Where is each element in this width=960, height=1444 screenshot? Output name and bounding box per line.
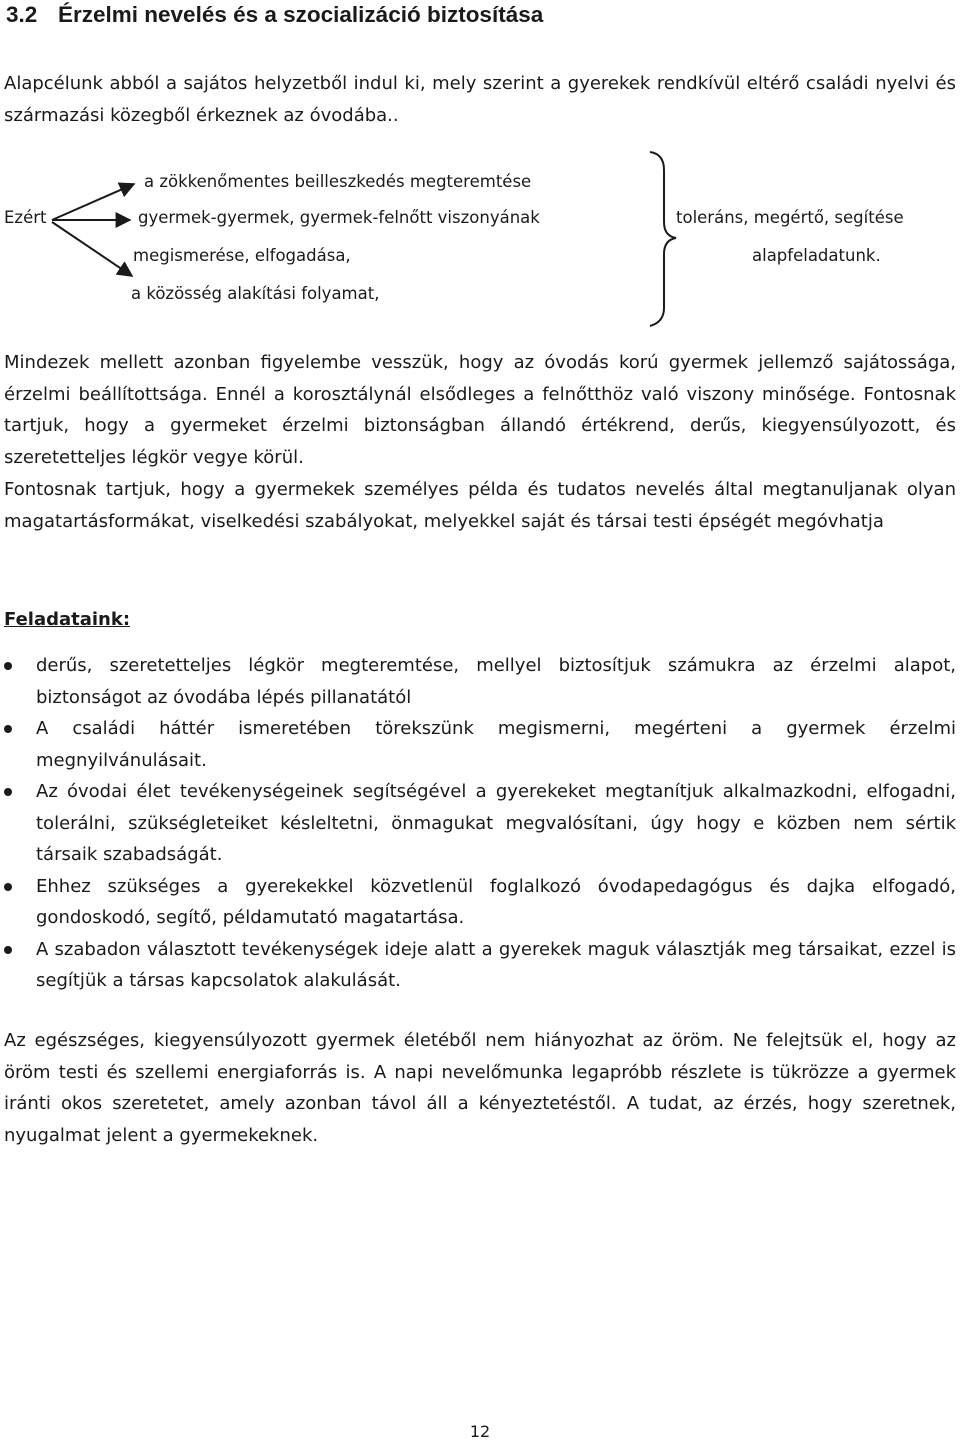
scheme-item: a közösség alakítási folyamat, [131, 284, 380, 303]
curly-brace [650, 152, 676, 326]
scheme-result: alapfeladatunk. [752, 246, 881, 265]
bullet-icon [4, 788, 12, 796]
scheme-item: a zökkenőmentes beilleszkedés megteremtése [144, 172, 532, 191]
scheme-result: toleráns, megértő, segítése [676, 208, 904, 227]
tasks-heading: Feladataink: [4, 609, 131, 630]
bullet-icon [4, 946, 12, 954]
list-item: A családi háttér ismeretében törekszünk megismerni, megérteni a gyermek érzelmi megnyilvánulásait. [0, 713, 956, 776]
tasks-list [0, 650, 956, 997]
paragraph-3: Az egészséges, kiegyensúlyozott gyermek életéből nem hiányozhat az öröm. Ne felejtsük el, hogy az öröm testi és szellemi energiaforrás is. A napi nevelőmunka legapróbb részlete is tükrözze a gyermek iránti okos szeretetet, amely azonban távol áll a kényeztetéstől. A tudat, az érzés, hogy szeretnek, nyugalmat jelent a gyermekeknek. [4, 1030, 956, 1146]
list-item: derűs, szeretetteljes légkör megteremtése, mellyel biztosítjuk számukra az érzelmi alapot, biztonságot az óvodába lépés pillanatától [0, 650, 956, 713]
list-item: Az óvodai élet tevékenységeinek segítségével a gyerekeket megtanítjuk alkalmazkodni, elfogadni, tolerálni, szükségleteiket késleltetni, önmagukat megvalósítani, úgy hogy e közben nem sértik társaik szabadságát. [0, 776, 956, 871]
scheme-source: Ezért [4, 208, 47, 227]
arrow-up [52, 184, 134, 220]
list-item: Ehhez szükséges a gyerekekkel közvetlenül foglalkozó óvodapedagógus és dajka elfogadó, gondoskodó, segítő, példamutató magatartása. [0, 871, 956, 934]
paragraph-1: Mindezek mellett azonban figyelembe vesszük, hogy az óvodás korú gyermek jellemző sajátossága, érzelmi beállítottsága. Ennél a korosztálynál elsődleges a felnőtthöz való viszony minősége. Fontosnak tartjuk, hogy a gyermeket érzelmi biztonságban állandó értékrend, derűs, kiegyensúlyozott, és szeretetteljes légkör vegye körül. [4, 352, 956, 468]
scheme-item: megismerése, elfogadása, [133, 246, 351, 265]
page-number: 12 [469, 1422, 491, 1441]
paragraph-2: Fontosnak tartjuk, hogy a gyermekek személyes példa és tudatos nevelés által megtanuljanak olyan magatartásformákat, viselkedési szabályokat, melyekkel saját és társai testi épségét megóvhatja [4, 479, 956, 532]
list-item: A szabadon választott tevékenységek ideje alatt a gyerekek maguk választják meg társaikat, ezzel is segítjük a társas kapcsolatok alakulását. [0, 934, 956, 997]
scheme-item: gyermek-gyermek, gyermek-felnőtt viszonyának [138, 208, 540, 227]
bullet-icon [4, 662, 12, 670]
section-title: Érzelmi nevelés és a szocializáció biztosítása [58, 2, 544, 27]
intro-paragraph: Alapcélunk abból a sajátos helyzetből indul ki, mely szerint a gyerekek rendkívül eltérő családi nyelvi és származási közegből érkeznek az óvodába.. [4, 73, 956, 126]
arrow-down [52, 222, 132, 276]
bullet-icon [4, 883, 12, 891]
section-number: 3.2 [6, 2, 38, 27]
bullet-icon [4, 725, 12, 733]
scheme-arrows [0, 0, 960, 340]
